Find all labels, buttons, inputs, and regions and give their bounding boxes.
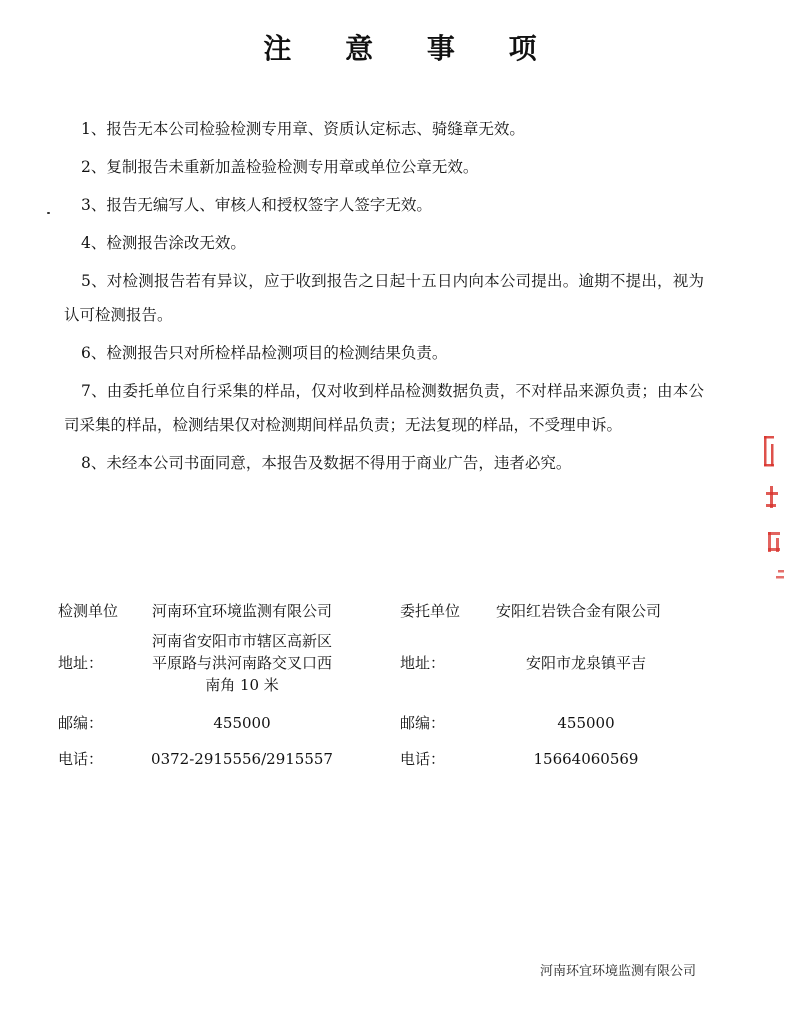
client-postcode-row bbox=[400, 707, 730, 739]
client-unit-info bbox=[400, 597, 730, 775]
client-address-value: 安阳市龙泉镇平吉 bbox=[525, 654, 646, 672]
testing-postcode-label: 邮编： bbox=[58, 714, 104, 732]
client-unit-label: 委托单位 bbox=[400, 602, 461, 620]
testing-address-label: 地址： bbox=[58, 654, 104, 672]
client-phone-row bbox=[400, 743, 730, 775]
seam-seal-fragment bbox=[756, 420, 800, 620]
client-phone-value: 15664060569 bbox=[533, 750, 639, 768]
client-postcode-label: 邮编： bbox=[400, 714, 446, 732]
note-item: 5、对检测报告若有异议，应于收到报告之日起十五日内向本公司提出。逾期不提出，视为认可检测报告。 bbox=[64, 272, 704, 324]
footer-company: 河南环宜环境监测有限公司 bbox=[539, 964, 696, 979]
note-item: 3、报告无编写人、审核人和授权签字人签字无效。 bbox=[81, 196, 432, 214]
testing-address-line: 平原路与洪河南路交叉口西 bbox=[151, 654, 332, 672]
testing-phone-label: 电话： bbox=[58, 750, 104, 768]
note-item: 7、由委托单位自行采集的样品，仅对收到样品检测数据负责，不对样品来源负责；由本公司采集的样品，检测结果仅对检测期间样品负责；无法复现的样品，不受理申诉。 bbox=[64, 382, 704, 434]
note-item: 2、复制报告未重新加盖检验检测专用章或单位公章无效。 bbox=[81, 158, 479, 176]
client-address-label: 地址： bbox=[400, 654, 446, 672]
client-address-row bbox=[400, 625, 730, 701]
testing-address-line: 河南省安阳市市辖区高新区 bbox=[151, 632, 332, 650]
testing-address-line: 南角 10 米 bbox=[205, 676, 279, 694]
notes-list bbox=[64, 112, 704, 484]
testing-address-value bbox=[142, 630, 342, 696]
testing-phone-value: 0372-2915556/2915557 bbox=[151, 750, 333, 768]
testing-unit-label: 检测单位 bbox=[58, 602, 119, 620]
note-item: 8、未经本公司书面同意，本报告及数据不得用于商业广告，违者必究。 bbox=[81, 454, 572, 472]
testing-postcode-row bbox=[58, 707, 378, 739]
client-phone-label: 电话： bbox=[400, 750, 446, 768]
testing-unit-row bbox=[58, 597, 378, 625]
client-postcode-value: 455000 bbox=[557, 714, 615, 732]
testing-unit-info bbox=[58, 597, 378, 775]
client-unit-name: 安阳红岩铁合金有限公司 bbox=[496, 602, 662, 620]
scan-mark bbox=[47, 212, 50, 214]
client-unit-row bbox=[400, 597, 730, 625]
note-item: 6、检测报告只对所检样品检测项目的检测结果负责。 bbox=[81, 344, 448, 362]
page-title: 注 意 事 项 bbox=[263, 32, 559, 65]
testing-phone-row bbox=[58, 743, 378, 775]
note-item: 1、报告无本公司检验检测专用章、资质认定标志、骑缝章无效。 bbox=[81, 120, 525, 138]
note-item: 4、检测报告涂改无效。 bbox=[81, 234, 246, 252]
testing-address-row bbox=[58, 625, 378, 701]
testing-unit-name: 河南环宜环境监测有限公司 bbox=[151, 602, 332, 620]
testing-postcode-value: 455000 bbox=[213, 714, 271, 732]
